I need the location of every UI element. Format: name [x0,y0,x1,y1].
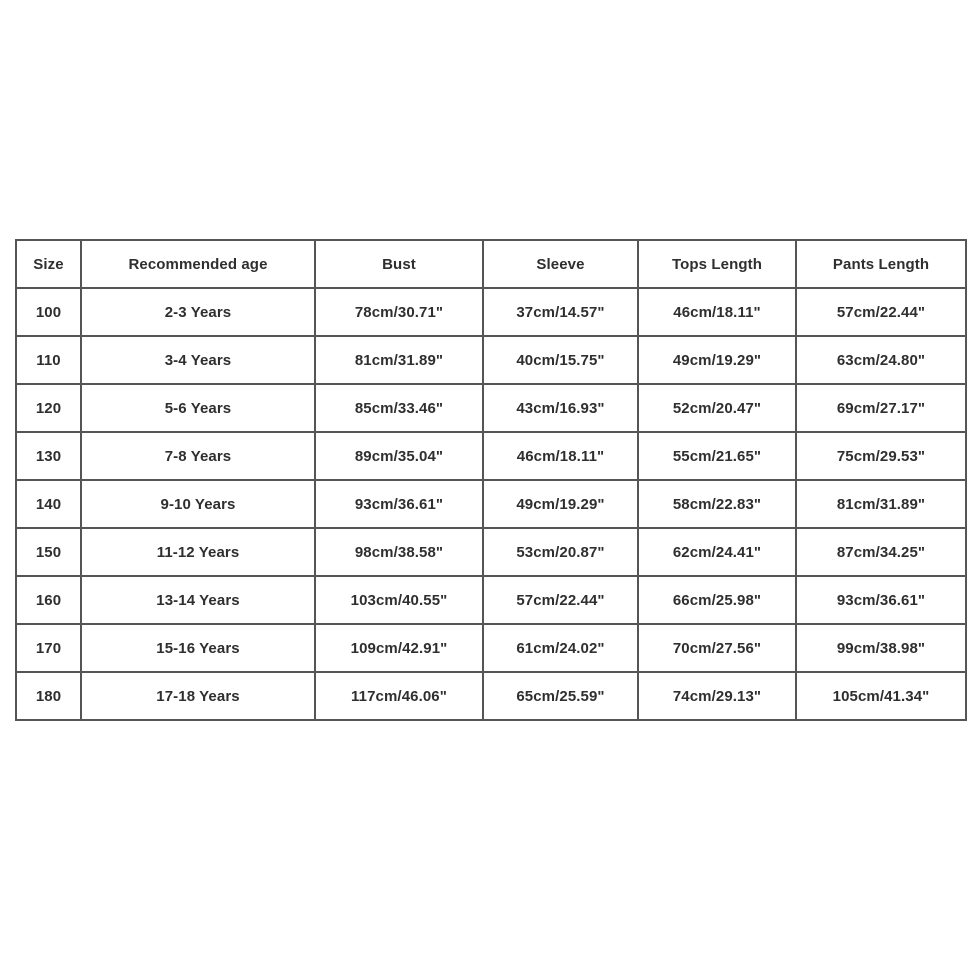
header-pants-length: Pants Length [796,240,966,288]
cell-bust: 89cm/35.04" [315,432,483,480]
table-row [16,480,966,528]
cell-sleeve: 46cm/18.11" [483,432,638,480]
size-chart-table [15,239,967,721]
cell-pants-length: 105cm/41.34" [796,672,966,720]
table-row [16,528,966,576]
table-row [16,384,966,432]
cell-pants-length: 57cm/22.44" [796,288,966,336]
cell-sleeve: 57cm/22.44" [483,576,638,624]
cell-pants-length: 69cm/27.17" [796,384,966,432]
cell-tops-length: 74cm/29.13" [638,672,796,720]
cell-bust: 117cm/46.06" [315,672,483,720]
cell-size: 120 [16,384,81,432]
cell-size: 150 [16,528,81,576]
cell-pants-length: 87cm/34.25" [796,528,966,576]
cell-bust: 93cm/36.61" [315,480,483,528]
header-recommended-age: Recommended age [81,240,315,288]
table-row [16,336,966,384]
cell-recommended-age: 13-14 Years [81,576,315,624]
table-header-row [16,240,966,288]
cell-recommended-age: 11-12 Years [81,528,315,576]
cell-pants-length: 75cm/29.53" [796,432,966,480]
cell-size: 110 [16,336,81,384]
cell-bust: 98cm/38.58" [315,528,483,576]
cell-recommended-age: 17-18 Years [81,672,315,720]
cell-size: 140 [16,480,81,528]
cell-sleeve: 53cm/20.87" [483,528,638,576]
cell-tops-length: 66cm/25.98" [638,576,796,624]
cell-bust: 78cm/30.71" [315,288,483,336]
cell-tops-length: 46cm/18.11" [638,288,796,336]
cell-recommended-age: 7-8 Years [81,432,315,480]
cell-bust: 109cm/42.91" [315,624,483,672]
cell-sleeve: 65cm/25.59" [483,672,638,720]
cell-size: 160 [16,576,81,624]
cell-pants-length: 93cm/36.61" [796,576,966,624]
cell-tops-length: 70cm/27.56" [638,624,796,672]
cell-bust: 81cm/31.89" [315,336,483,384]
table-row [16,624,966,672]
cell-pants-length: 81cm/31.89" [796,480,966,528]
cell-tops-length: 52cm/20.47" [638,384,796,432]
cell-size: 130 [16,432,81,480]
table-row [16,576,966,624]
cell-recommended-age: 3-4 Years [81,336,315,384]
cell-sleeve: 49cm/19.29" [483,480,638,528]
cell-tops-length: 49cm/19.29" [638,336,796,384]
cell-sleeve: 37cm/14.57" [483,288,638,336]
cell-size: 100 [16,288,81,336]
cell-tops-length: 62cm/24.41" [638,528,796,576]
header-sleeve: Sleeve [483,240,638,288]
cell-size: 170 [16,624,81,672]
cell-recommended-age: 2-3 Years [81,288,315,336]
table-row [16,432,966,480]
cell-sleeve: 43cm/16.93" [483,384,638,432]
cell-tops-length: 55cm/21.65" [638,432,796,480]
cell-bust: 85cm/33.46" [315,384,483,432]
cell-pants-length: 63cm/24.80" [796,336,966,384]
table-row [16,672,966,720]
header-bust: Bust [315,240,483,288]
cell-size: 180 [16,672,81,720]
table-row [16,288,966,336]
cell-bust: 103cm/40.55" [315,576,483,624]
cell-sleeve: 61cm/24.02" [483,624,638,672]
cell-recommended-age: 15-16 Years [81,624,315,672]
cell-recommended-age: 5-6 Years [81,384,315,432]
header-tops-length: Tops Length [638,240,796,288]
cell-sleeve: 40cm/15.75" [483,336,638,384]
cell-pants-length: 99cm/38.98" [796,624,966,672]
cell-tops-length: 58cm/22.83" [638,480,796,528]
cell-recommended-age: 9-10 Years [81,480,315,528]
header-size: Size [16,240,81,288]
